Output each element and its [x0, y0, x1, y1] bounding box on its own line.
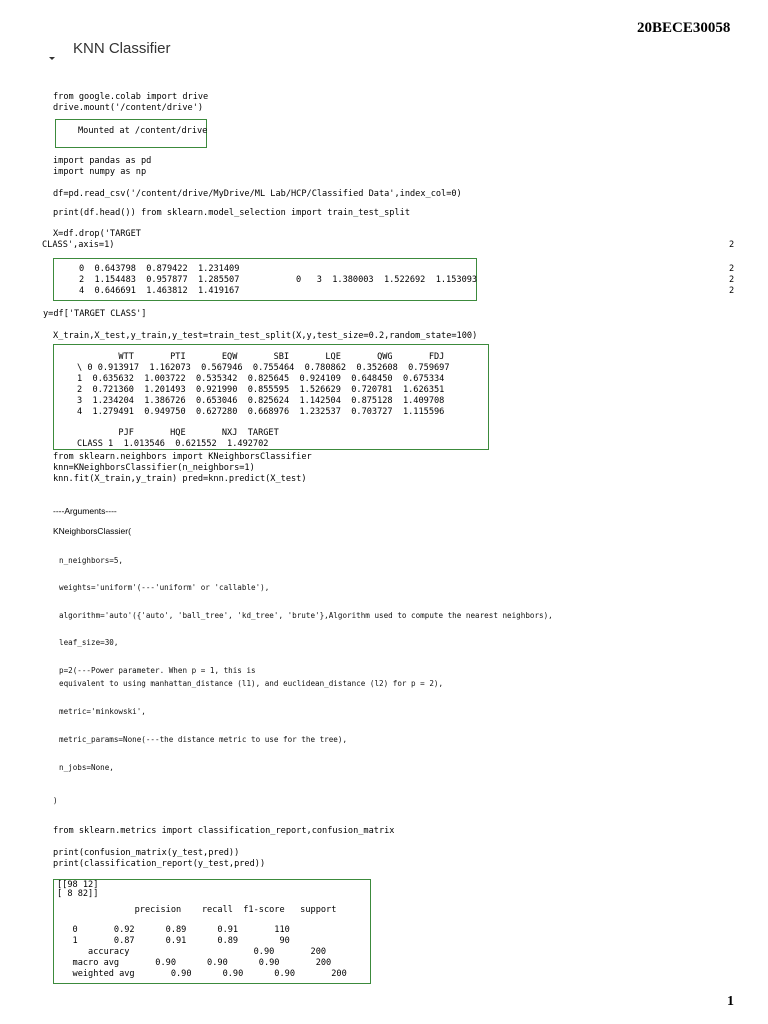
- margin-number: 2: [729, 275, 735, 285]
- kneighbors-label: KNeighborsClassier(: [53, 526, 131, 536]
- output-line: 4 0.646691 1.463812 1.419167: [79, 286, 240, 296]
- mount-output: Mounted at /content/drive: [78, 126, 208, 136]
- code-line: print(confusion_matrix(y_test,pred)): [53, 848, 240, 858]
- output-line: 4 1.279491 0.949750 0.627280 0.668976 1.232537 0.703727 1.115596: [77, 407, 445, 417]
- output-line: CLASS 1 1.013546 0.621552 1.492702: [77, 439, 269, 449]
- code-line: drive.mount('/content/drive'): [53, 103, 204, 113]
- code-line: knn.fit(X_train,y_train) pred=knn.predict(X_test): [53, 474, 307, 484]
- output-line: 0 0.643798 0.879422 1.231409: [79, 264, 240, 274]
- page-title: KNN Classifier: [73, 40, 171, 57]
- code-line: knn=KNeighborsClassifier(n_neighbors=1): [53, 463, 255, 473]
- argument-line: weights='uniform'(---'uniform' or 'callable'),: [59, 583, 270, 592]
- code-line: X_train,X_test,y_train,y_test=train_test_split(X,y,test_size=0.2,random_state=100): [53, 331, 478, 341]
- code-line: print(df.head()) from sklearn.model_selection import train_test_split: [53, 208, 410, 218]
- output-line: \ 0 0.913917 1.162073 0.567946 0.755464 0.780862 0.352608 0.759697: [77, 363, 450, 373]
- output-line: macro avg 0.90 0.90 0.90 200: [57, 958, 332, 968]
- margin-number: 2: [729, 286, 735, 296]
- code-line: import pandas as pd: [53, 156, 152, 166]
- argument-line: p=2(---Power parameter. When p = 1, this is: [59, 666, 256, 675]
- argument-line: metric='minkowski',: [59, 707, 146, 716]
- output-line: [[98 12]: [57, 880, 99, 890]
- output-line: 0 3 1.380003 1.522692 1.153093: [296, 275, 478, 285]
- margin-number: 2: [729, 240, 735, 250]
- argument-line: algorithm='auto'({'auto', 'ball_tree', 'kd_tree', 'brute'},Algorithm used to compute the nearest neighbors),: [59, 611, 553, 620]
- code-line: print(classification_report(y_test,pred)): [53, 859, 266, 869]
- output-line: [ 8 82]]: [57, 889, 99, 899]
- output-line: 2 1.154483 0.957877 1.285507: [79, 275, 240, 285]
- code-line: X=df.drop('TARGET: [53, 229, 141, 239]
- output-line: 1 0.87 0.91 0.89 90: [57, 936, 290, 946]
- output-line: 1 0.635632 1.003722 0.535342 0.825645 0.924109 0.648450 0.675334: [77, 374, 445, 384]
- output-line: 0 0.92 0.89 0.91 110: [57, 925, 290, 935]
- output-line: accuracy 0.90 200: [57, 947, 327, 957]
- arguments-heading: ----Arguments----: [53, 506, 117, 516]
- argument-line: metric_params=None(---the distance metric to use for the tree),: [59, 735, 348, 744]
- collapse-caret-icon[interactable]: [49, 57, 55, 60]
- output-line: precision recall f1-score support: [57, 905, 337, 915]
- page-number: 1: [727, 994, 734, 1009]
- margin-number: 2: [729, 264, 735, 274]
- student-id: 20BECE30058: [637, 20, 731, 36]
- argument-line: n_jobs=None,: [59, 763, 114, 772]
- argument-line: ): [53, 796, 58, 805]
- code-line: y=df['TARGET CLASS']: [43, 309, 147, 319]
- output-line: WTT PTI EQW SBI LQE QWG FDJ: [77, 352, 445, 362]
- output-line: 2 0.721360 1.201493 0.921990 0.855595 1.526629 0.720781 1.626351: [77, 385, 445, 395]
- argument-line: n_neighbors=5,: [59, 556, 124, 565]
- code-line: from sklearn.neighbors import KNeighborsClassifier: [53, 452, 312, 462]
- output-line: weighted avg 0.90 0.90 0.90 200: [57, 969, 347, 979]
- code-line: CLASS',axis=1): [42, 240, 115, 250]
- code-line: from sklearn.metrics import classification_report,confusion_matrix: [53, 826, 395, 836]
- code-line: df=pd.read_csv('/content/drive/MyDrive/ML Lab/HCP/Classified Data',index_col=0): [53, 189, 462, 199]
- output-line: PJF HQE NXJ TARGET: [77, 428, 279, 438]
- code-line: import numpy as np: [53, 167, 147, 177]
- argument-line: equivalent to using manhattan_distance (l1), and euclidean_distance (l2) for p = 2),: [59, 679, 444, 688]
- argument-line: leaf_size=30,: [59, 638, 119, 647]
- code-line: from google.colab import drive: [53, 92, 209, 102]
- output-line: 3 1.234204 1.386726 0.653046 0.825624 1.142504 0.875128 1.409708: [77, 396, 445, 406]
